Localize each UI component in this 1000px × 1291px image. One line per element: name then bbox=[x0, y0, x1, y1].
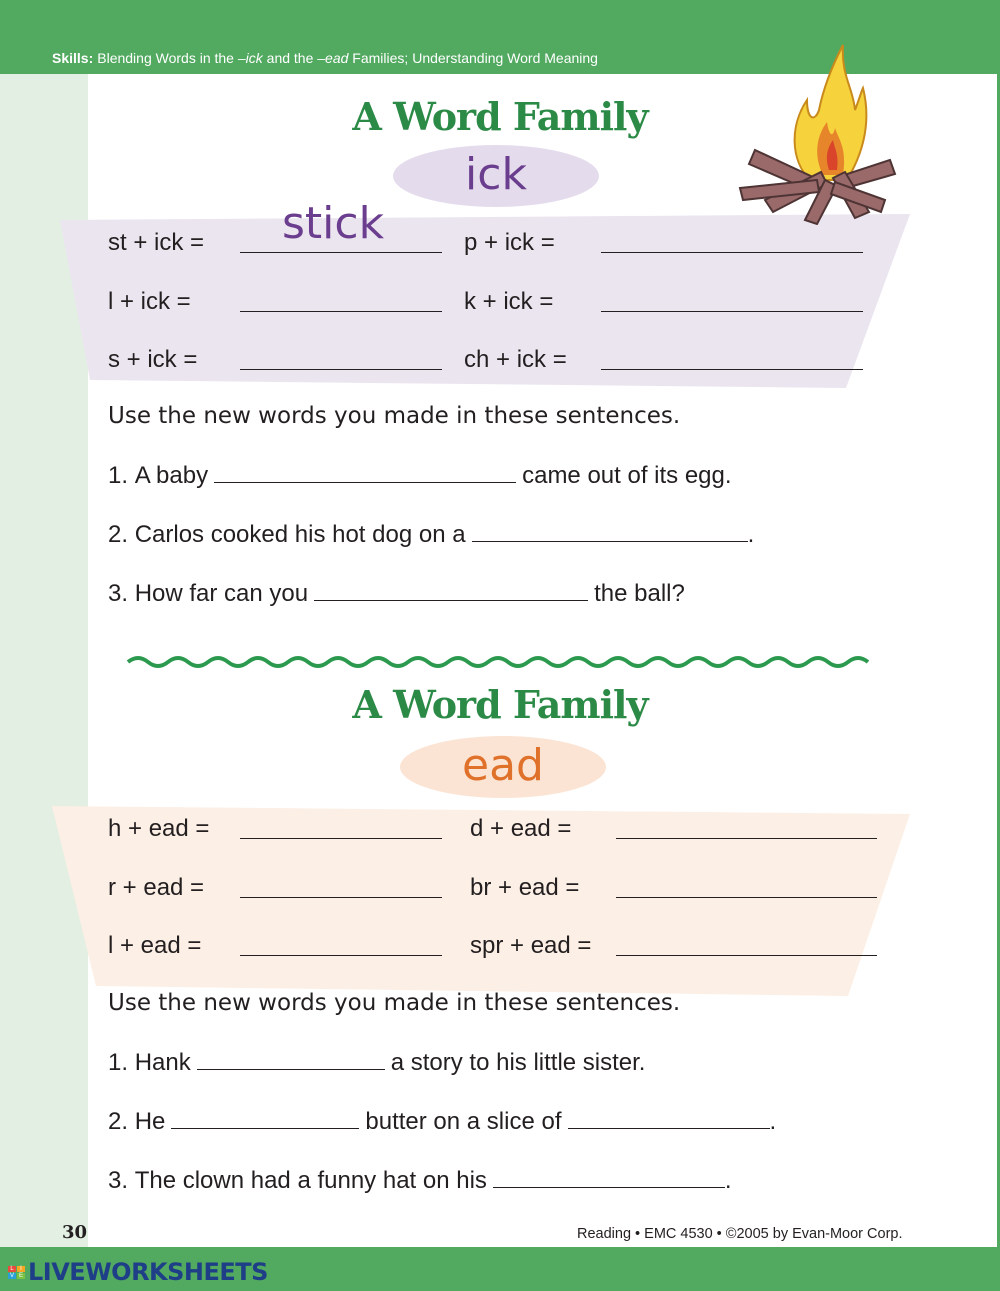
sentence-text: a story to his little sister. bbox=[390, 1049, 646, 1076]
section1-sentence-3 bbox=[108, 580, 685, 608]
liveworksheets-logo[interactable] bbox=[8, 1258, 268, 1286]
section1-instruction: Use the new words you made in these sentences. bbox=[108, 403, 681, 429]
sentence-text: . bbox=[747, 521, 755, 548]
sentence-number: 3. bbox=[108, 1167, 129, 1194]
equation-st-ick: st + ick = bbox=[108, 229, 205, 256]
section1-sentence-2 bbox=[108, 521, 754, 549]
equation-spr-ead: spr + ead = bbox=[470, 932, 592, 959]
sentence-blank[interactable] bbox=[493, 1167, 725, 1188]
sentence-text: Hank bbox=[134, 1049, 191, 1076]
logo-text: LIVEWORKSHEETS bbox=[28, 1258, 268, 1286]
sentence-text: Carlos cooked his hot dog on a bbox=[134, 521, 466, 548]
answer-blank-k-ick[interactable] bbox=[601, 311, 863, 312]
equation-ch-ick: ch + ick = bbox=[464, 346, 567, 373]
equation-l-ick: l + ick = bbox=[108, 288, 191, 315]
sentence-number: 3. bbox=[108, 580, 129, 607]
skills-ick: –ick bbox=[237, 50, 263, 66]
sentence-text: How far can you bbox=[134, 580, 309, 607]
equation-br-ead: br + ead = bbox=[470, 874, 580, 901]
answer-blank-d-ead[interactable] bbox=[616, 838, 877, 839]
sentence-number: 1. bbox=[108, 1049, 129, 1076]
section2-sentence-3 bbox=[108, 1167, 732, 1195]
equation-h-ead: h + ead = bbox=[108, 815, 210, 842]
equation-k-ick: k + ick = bbox=[464, 288, 554, 315]
equation-p-ick: p + ick = bbox=[464, 229, 555, 256]
ick-family-badge: ick bbox=[393, 145, 599, 207]
sentence-text: He bbox=[134, 1108, 166, 1135]
answer-blank-l-ick[interactable] bbox=[240, 311, 442, 312]
skills-text-c: Families; Understanding Word Meaning bbox=[348, 50, 598, 66]
equation-l-ead: l + ead = bbox=[108, 932, 202, 959]
sentence-text: The clown had a funny hat on his bbox=[134, 1167, 487, 1194]
sentence-text: butter on a slice of bbox=[365, 1108, 562, 1135]
section1-sentence-1 bbox=[108, 462, 732, 490]
section1-title: A Word Family bbox=[352, 94, 648, 139]
section2-title: A Word Family bbox=[352, 682, 648, 727]
answer-blank-l-ead[interactable] bbox=[240, 955, 442, 956]
skills-ead: –ead bbox=[317, 50, 349, 66]
answer-blank-r-ead[interactable] bbox=[240, 897, 442, 898]
sentence-text: the ball? bbox=[594, 580, 685, 607]
skills-label: Skills: bbox=[52, 50, 94, 66]
answer-blank-spr-ead[interactable] bbox=[616, 955, 877, 956]
section2-instruction: Use the new words you made in these sentences. bbox=[108, 990, 681, 1016]
answer-blank-ch-ick[interactable] bbox=[601, 369, 863, 370]
sentence-blank[interactable] bbox=[171, 1108, 359, 1129]
sentence-blank[interactable] bbox=[314, 580, 588, 601]
sentence-text: . bbox=[724, 1167, 732, 1194]
handwritten-answer: stick bbox=[282, 198, 385, 249]
sentence-number: 1. bbox=[108, 462, 129, 489]
sentence-blank[interactable] bbox=[214, 462, 516, 483]
equation-r-ead: r + ead = bbox=[108, 874, 205, 901]
skills-text-b: and the bbox=[262, 50, 318, 66]
sentence-number: 2. bbox=[108, 1108, 129, 1135]
sentence-blank[interactable] bbox=[197, 1049, 385, 1070]
answer-blank-h-ead[interactable] bbox=[240, 838, 442, 839]
answer-blank-p-ick[interactable] bbox=[601, 252, 863, 253]
sentence-number: 2. bbox=[108, 521, 129, 548]
publisher-credit: Reading • EMC 4530 • ©2005 by Evan-Moor Corp. bbox=[577, 1226, 903, 1242]
equation-s-ick: s + ick = bbox=[108, 346, 198, 373]
section2-sentence-2 bbox=[108, 1108, 776, 1136]
sentence-text: . bbox=[769, 1108, 777, 1135]
equation-d-ead: d + ead = bbox=[470, 815, 572, 842]
skills-text-a: Blending Words in the bbox=[97, 50, 238, 66]
answer-blank-st-ick[interactable] bbox=[240, 252, 442, 253]
answer-blank-br-ead[interactable] bbox=[616, 897, 877, 898]
sentence-blank[interactable] bbox=[472, 521, 748, 542]
sentence-blank[interactable] bbox=[568, 1108, 770, 1129]
page-number: 30 bbox=[62, 1222, 88, 1243]
wavy-divider bbox=[128, 658, 868, 666]
sentence-text: came out of its egg. bbox=[522, 462, 732, 489]
logo-squares-icon: L I V E bbox=[9, 1265, 23, 1279]
section2-sentence-1 bbox=[108, 1049, 645, 1077]
answer-blank-s-ick[interactable] bbox=[240, 369, 442, 370]
ead-family-badge: ead bbox=[400, 736, 606, 798]
sentence-text: A baby bbox=[134, 462, 209, 489]
